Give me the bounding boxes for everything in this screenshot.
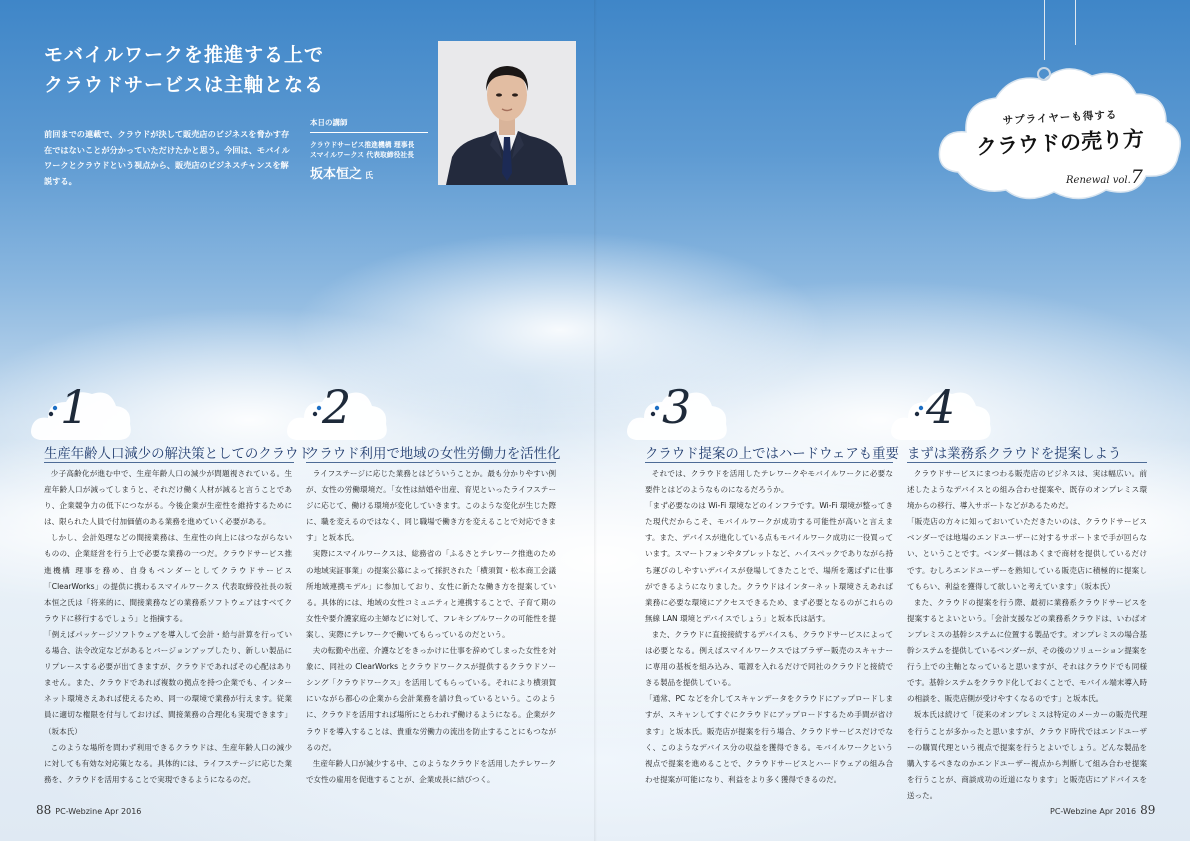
headline	[44, 40, 324, 100]
series-logo-text	[960, 109, 1160, 160]
section-3-dots-icon	[650, 405, 662, 417]
lecturer-affiliation-1: クラウドサービス推進機構 理事長	[310, 141, 415, 149]
section-1-paragraph: このような場所を問わず利用できるクラウドは、生産年齢人口の減少に対しても有効な対応策となる。具体的には、ライフステージに応じた業務を、クラウドを活用することで実現できるようになるのだ。	[44, 742, 292, 784]
section-4-paragraph: また、クラウドの提案を行う際、最初に業務系クラウドサービスを提案するとよいという。「会計支援などの業務系クラウドは、いわばオンプレミスの基幹システムに位置する製品です。オンプレミスの場合基幹システムを提供しているベンダーが、その後のソリューション提案を行う上での主軸となっていると思いますが、それはクラウドでも同様です。基幹システムをクラウド化しておくことで、モバイル端末導入時の相談を、販売店側が受けやすくなるのです」と坂本氏。	[907, 597, 1147, 704]
lead-text: 前回までの連載で、クラウドが決して販売店のビジネスを脅かす存在ではないことが分かっていただけたかと思う。今回は、モバイルワークとクラウドという視点から、販売店のビジネスチャンスを解説する。	[44, 129, 290, 186]
footer-right	[1050, 803, 1155, 817]
page-number-left: 88	[36, 803, 52, 817]
section-2-body	[306, 466, 556, 788]
section-1-body	[44, 466, 292, 788]
section-4-body	[907, 466, 1147, 804]
hanging-string	[1075, 0, 1076, 45]
section-3-number: 3	[662, 380, 692, 434]
section-3-paragraph: また、クラウドに直接接続するデバイスも、クラウドサービスによっては必要となる。例えばスマイルワークスではブラザー販売のスキャナーに専用の基板を組み込み、電源を入れるだけで同社のクラウドと接続できる製品を提供している。	[645, 629, 893, 688]
page-number-right: 89	[1140, 803, 1156, 817]
section-3-paragraph: 「まず必要なのは Wi-Fi 環境などのインフラです。Wi-Fi 環境が整ってきた現代だからこそ、モバイルワークが成功する可能性が高いと言えます。また、デバイスが進化している点もモバイルワーク成功に一役買っています。スマートフォンやタブレットなど、ハイスペックでありながら持ち運びのしやすいデバイスが登場してきたことで、場所を選ばずに仕事ができるようになりました。クラウドはインターネット環境さえあれば業務に必要な環境にアクセスできるため、まず必要となるのがこれらの無線 LAN 環境とデバイスでしょう」と坂本氏は話す。	[645, 501, 893, 623]
lecturer-box	[310, 117, 430, 182]
section-1-paragraph: しかし、会計処理などの間接業務は、生産性の向上にはつながらないものの、企業経営を行う上で必要な業務の一つだ。クラウドサービス推進機構 理事を務め、自身もベンダーとしてクラウドサービス「ClearWorks」の提供に携わるスマイルワークス 代表取締役社長の坂本恒之氏は「将来的に、間接業務などの業務系ソフトウェアはすべてクラウドに移行するでしょう」と指摘する。	[44, 533, 292, 623]
portrait-illustration	[438, 41, 576, 185]
footer-left	[36, 803, 141, 817]
section-4-dots-icon	[914, 405, 926, 417]
series-renewal-label: Renewal vol.	[1066, 175, 1131, 186]
section-4-title: まずは業務系クラウドを提案しよう	[907, 447, 1122, 462]
section-3-paragraph: 「通常、PC などを介してスキャンデータをクラウドにアップロードしますが、スキャンしてすぐにクラウドにアップロードするため手間が省けます」と坂本氏。販売店が提案を行う場合、クラウドサービスだけでなく、このようなデバイス分の収益を獲得できる。モバイルワークという視点で提案を進めることで、クラウドサービスとハードウェアの組み合わせ提案が可能になり、利益をより多く獲得できるのだ。	[645, 694, 893, 784]
lecturer-affiliation-2: スマイルワークス 代表取締役社長	[310, 151, 414, 159]
footer-left-text: PC-Webzine Apr 2016	[55, 807, 142, 816]
footer-right-text: PC-Webzine Apr 2016	[1050, 807, 1137, 816]
lecturer-label: 本日の講師	[310, 117, 428, 133]
section-2-title: クラウド利用で地域の女性労働力を活性化	[306, 447, 561, 462]
section-2-paragraph: 夫の転勤や出産、介護などをきっかけに仕事を辞めてしまった女性を対象に、同社の ClearWorks とクラウドワークスが提供するクラウドソーシング「クラウドワークス」を活用してもらっている。それにより横須賀にいながら都心の企業から会計業務を請け負っているという。このように、クラウドを活用すれば場所にとらわれず働けるようになる。企業がクラウドを導入することは、貴重な労働力の流出を防止することにもつながるのだ。	[306, 646, 556, 752]
headline-line-1: モバイルワークを推進する上で	[44, 44, 325, 66]
section-4-rule	[907, 462, 1147, 463]
section-1-title: 生産年齢人口減少の解決策としてのクラウド	[44, 447, 312, 462]
section-2-rule	[306, 462, 556, 463]
section-3-rule	[645, 462, 893, 463]
page-gutter	[594, 0, 597, 841]
section-1-rule	[44, 462, 294, 463]
series-subtitle: サプライヤーも得する	[1002, 109, 1118, 127]
lecturer-portrait-photo	[438, 41, 576, 185]
section-1-dots-icon	[48, 405, 60, 417]
section-1-paragraph: 少子高齢化が進む中で、生産年齢人口の減少が問題視されている。生産年齢人口が減ってしまうと、それだけ働く人材が減ると言うことであり、企業競争力の低下につながる。今後企業が生産性を維持するためには、限られた人員で付加価値のある業務を進めていく必要がある。	[44, 469, 292, 527]
series-title: クラウドの売り方	[975, 126, 1145, 160]
section-1-paragraph: 「例えばパッケージソフトウェアを導入して会計・給与計算を行っている場合、法令改定などがあるとバージョンアップしたり、新しい製品にリプレースする必要が出てきますが、クラウドであればその心配はありません。また、クラウドであれば複数の拠点を持つ企業でも、インターネット環境さえあれば使えるため、同一の環境で業務が行えます。従業員に適切な権限を付与しておけば、間接業務の合理化も実現できます」（坂本氏）	[44, 629, 292, 736]
section-4-number: 4	[926, 380, 956, 434]
lecturer-name	[310, 163, 430, 182]
section-3-body	[645, 466, 893, 788]
series-volume	[1066, 166, 1143, 188]
headline-line-2: クラウドサービスは主軸となる	[44, 74, 325, 96]
section-4-paragraph: クラウドサービスにまつわる販売店のビジネスは、実は幅広い。前述したようなデバイスとの組み合わせ提案や、既存のオンプレミス環境からの移行、導入サポートなどがあるためだ。	[907, 469, 1147, 511]
section-1-number: 1	[60, 380, 90, 434]
section-3-paragraph: それでは、クラウドを活用したテレワークやモバイルワークに必要な要件とはどのようなものになるだろうか。	[645, 469, 893, 495]
section-4-paragraph: 「販売店の方々に知っておいていただきたいのは、クラウドサービスベンダーでは地場のエンドユーザーに対するサポートまで手が回らない、ということです。ベンダー側はあくまで商材を提供しているだけです。むしろエンドユーザーを熟知している販売店に積極的に提案してもらい、利益を獲得して欲しいと考えています」（坂本氏）	[907, 517, 1147, 591]
lecturer-honorific: 氏	[365, 170, 374, 180]
lecturer-name-text: 坂本恒之	[310, 167, 363, 182]
section-2-paragraph: ライフステージに応じた業務とはどういうことか。最も分かりやすい例が、女性の労働環境だ。「女性は結婚や出産、育児といったライフステージに応じて、働ける環境が変化していきます。このような変化が生じた際に、職を変えるのではなく、同じ職場で働き方を変えることで対応できます」と坂本氏。	[306, 469, 556, 543]
section-2-paragraph: 生産年齢人口が減少する中、このようなクラウドを活用したテレワークで女性の雇用を促進することが、企業成長に結びつく。	[306, 758, 556, 784]
section-3-title: クラウド提案の上ではハードウェアも重要	[645, 447, 899, 462]
section-4-paragraph: 坂本氏は続けて「従来のオンプレミスは特定のメーカーの販売代理を行うことが多かったと思いますが、クラウド時代ではエンドユーザーの購買代理という視点で提案を行うとよいでしょう。どんな製品を購入するべきなのかエンドユーザー視点から判断して組み合わせ提案を行うことが、商談成功の近道になります」と販売店にアドバイスを送った。	[907, 710, 1147, 800]
section-2-paragraph: 実際にスマイルワークスは、総務省の「ふるさとテレワーク推進のための地域実証事業」の提案公募によって採択された「横須賀・松本商工会議所地域連携モデル」に参加しており、女性に新たな働き方を提案している。具体的には、地域の女性コミュニティと連携することで、子育て期の女性や要介護家庭の主婦などに対して、フレキシブルワークの可能性を提案し、実際にテレワークで働いてもらっているのだという。	[306, 549, 556, 639]
series-volume-number: 7	[1130, 166, 1143, 188]
section-2-number: 2	[322, 380, 352, 434]
